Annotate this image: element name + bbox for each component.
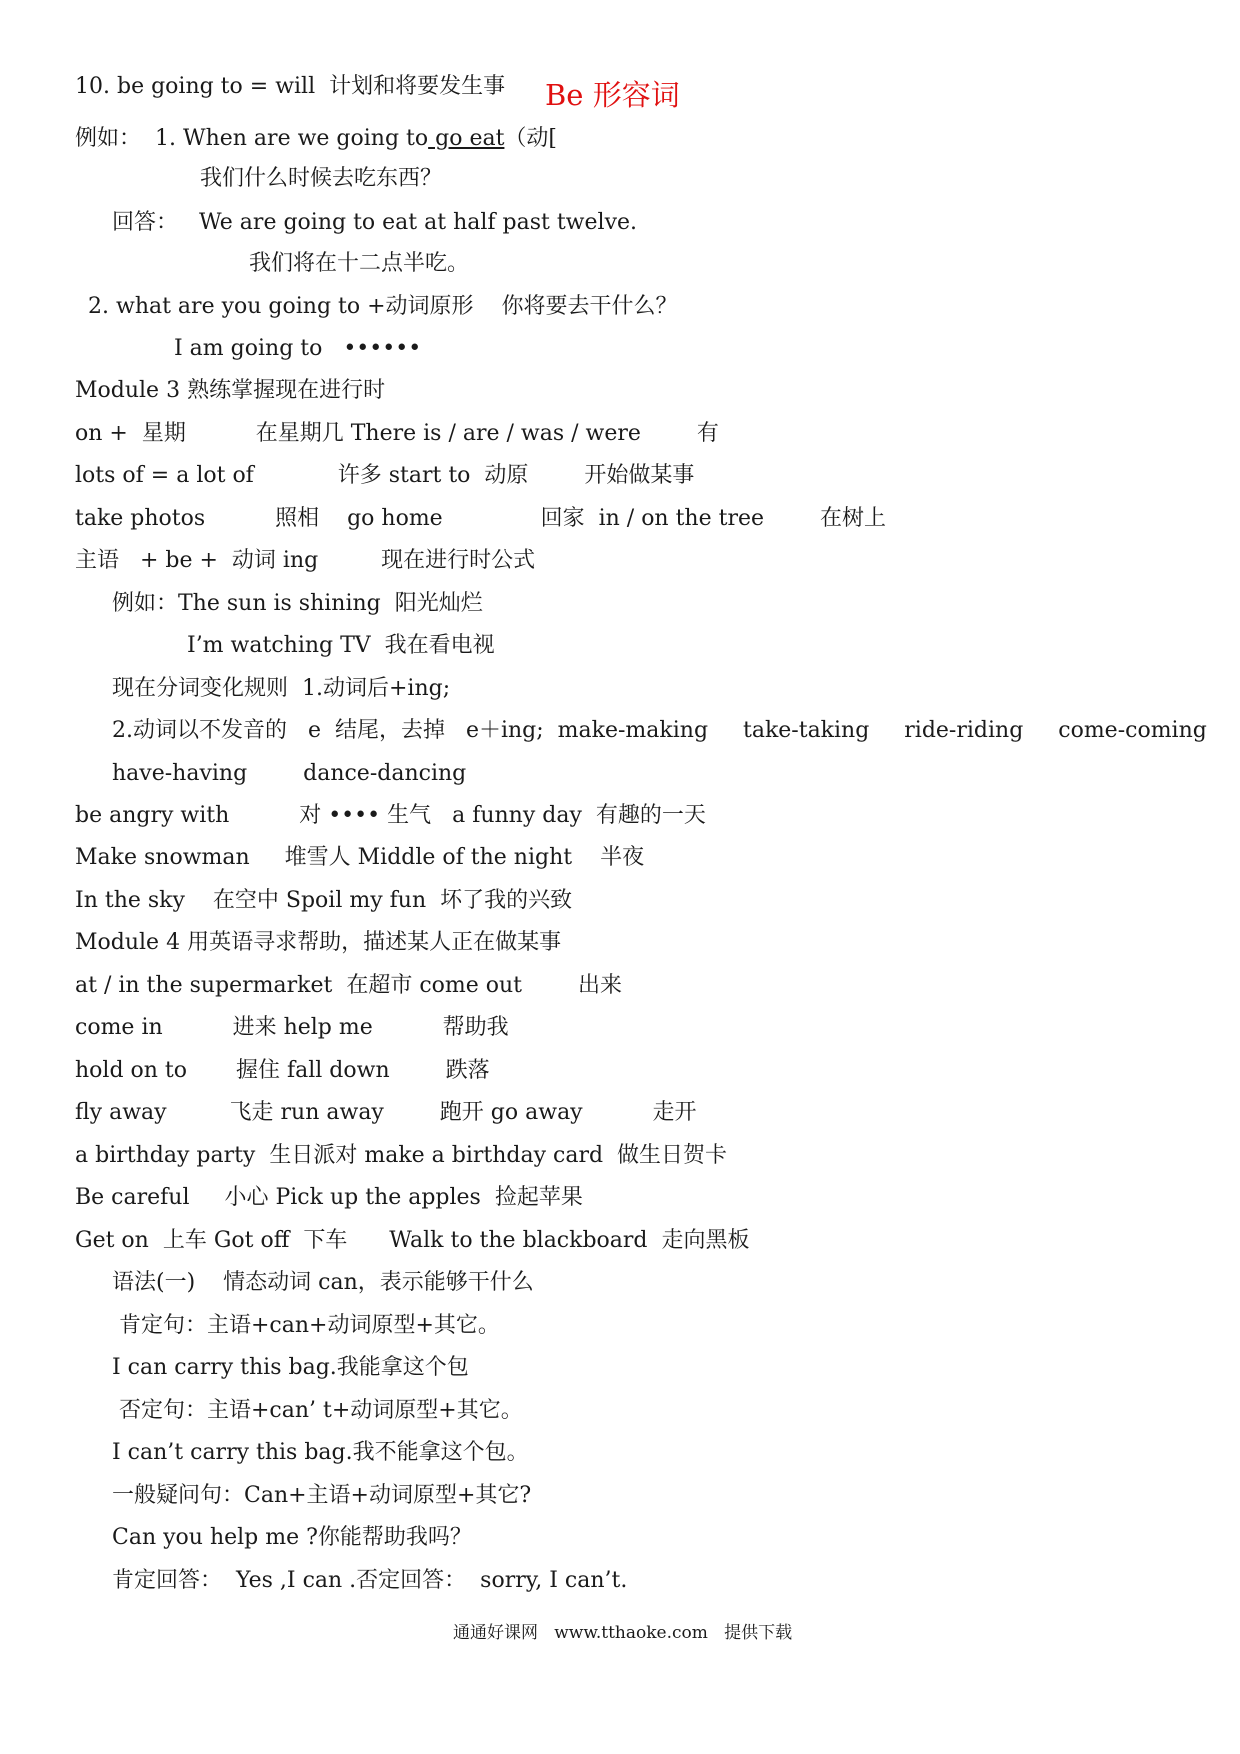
grammar-line: 一般疑问句：Can+主语+动词原型+其它?: [112, 1483, 532, 1508]
example-line: 例如：The sun is shining 阳光灿烂: [112, 591, 483, 616]
example-2: 2. what are you going to +动词原形 你将要去干什么？: [88, 294, 678, 319]
phrase-line: on + 星期 在星期几 There is / are / was / were 有: [75, 421, 719, 446]
example-line: I’m watching TV 我在看电视: [187, 633, 495, 658]
phrase-line: hold on to 握住 fall down 跌落: [75, 1058, 490, 1083]
phrase-line: Be careful 小心 Pick up the apples 捡起苹果: [75, 1185, 583, 1210]
grammar-title: 语法(一) 情态动词 can，表示能够干什么: [112, 1270, 534, 1295]
rule-title: 现在分词变化规则 1.动词后+ing;: [112, 676, 451, 701]
phrase-line: Make snowman 堆雪人 Middle of the night 半夜: [75, 845, 645, 870]
grammar-line: 肯定回答： Yes ,I can .否定回答： sorry, I can’t.: [112, 1568, 628, 1593]
phrase-line: at / in the supermarket 在超市 come out 出来: [75, 973, 622, 998]
phrase-line: Get on 上车 Got off 下车 Walk to the blackboard 走向黑板: [75, 1228, 750, 1253]
grammar-line: 肯定句：主语+can+动词原型+其它。: [112, 1313, 500, 1338]
phrase-line: come in 进来 help me 帮助我: [75, 1015, 509, 1040]
grammar-line: I can’t carry this bag.我不能拿这个包。: [112, 1440, 529, 1465]
example-1: [75, 124, 557, 154]
answer: 回答： We are going to eat at half past twelve.: [112, 210, 638, 235]
example-1-underlined: go eat: [428, 126, 505, 151]
formula-line: 主语 + be + 动词 ing 现在进行时公式: [75, 548, 536, 573]
phrase-line: be angry with 对 •••• 生气 a funny day 有趣的一天: [75, 803, 706, 828]
grammar-line: 否定句：主语+can’ t+动词原型+其它。: [112, 1398, 523, 1423]
phrase-line: lots of = a lot of 许多 start to 动原 开始做某事: [75, 463, 695, 488]
module-4-heading: Module 4 用英语寻求帮助，描述某人正在做某事: [75, 930, 562, 955]
phrase-line: In the sky 在空中 Spoil my fun 坏了我的兴致: [75, 888, 573, 913]
section-title: 10. be going to = will 计划和将要发生事: [75, 74, 506, 99]
example-1-prefix: 例如： 1. When are we going to: [75, 126, 429, 151]
example-1-suffix: （动[: [504, 126, 558, 151]
rule-2-continued: have-having dance-dancing: [112, 761, 467, 786]
rule-2: 2.动词以不发音的 e 结尾，去掉 e＋ing; make-making take-taking ride-riding come-coming: [112, 718, 1207, 743]
example-2-reply: I am going to ••••••: [174, 336, 422, 361]
grammar-line: I can carry this bag.我能拿这个包: [112, 1355, 469, 1380]
example-1-cn: 我们什么时候去吃东西？: [200, 166, 443, 191]
red-annotation: Be 形容词: [545, 78, 680, 112]
module-3-heading: Module 3 熟练掌握现在进行时: [75, 378, 386, 403]
answer-cn: 我们将在十二点半吃。: [249, 251, 470, 276]
phrase-line: take photos 照相 go home 回家 in / on the tree 在树上: [75, 506, 886, 531]
footer-credit: 通通好课网 www.tthaoke.com 提供下载: [453, 1623, 793, 1643]
phrase-line: fly away 飞走 run away 跑开 go away 走开: [75, 1100, 697, 1125]
phrase-line: a birthday party 生日派对 make a birthday card 做生日贺卡: [75, 1143, 728, 1168]
grammar-line: Can you help me ?你能帮助我吗？: [112, 1525, 472, 1550]
